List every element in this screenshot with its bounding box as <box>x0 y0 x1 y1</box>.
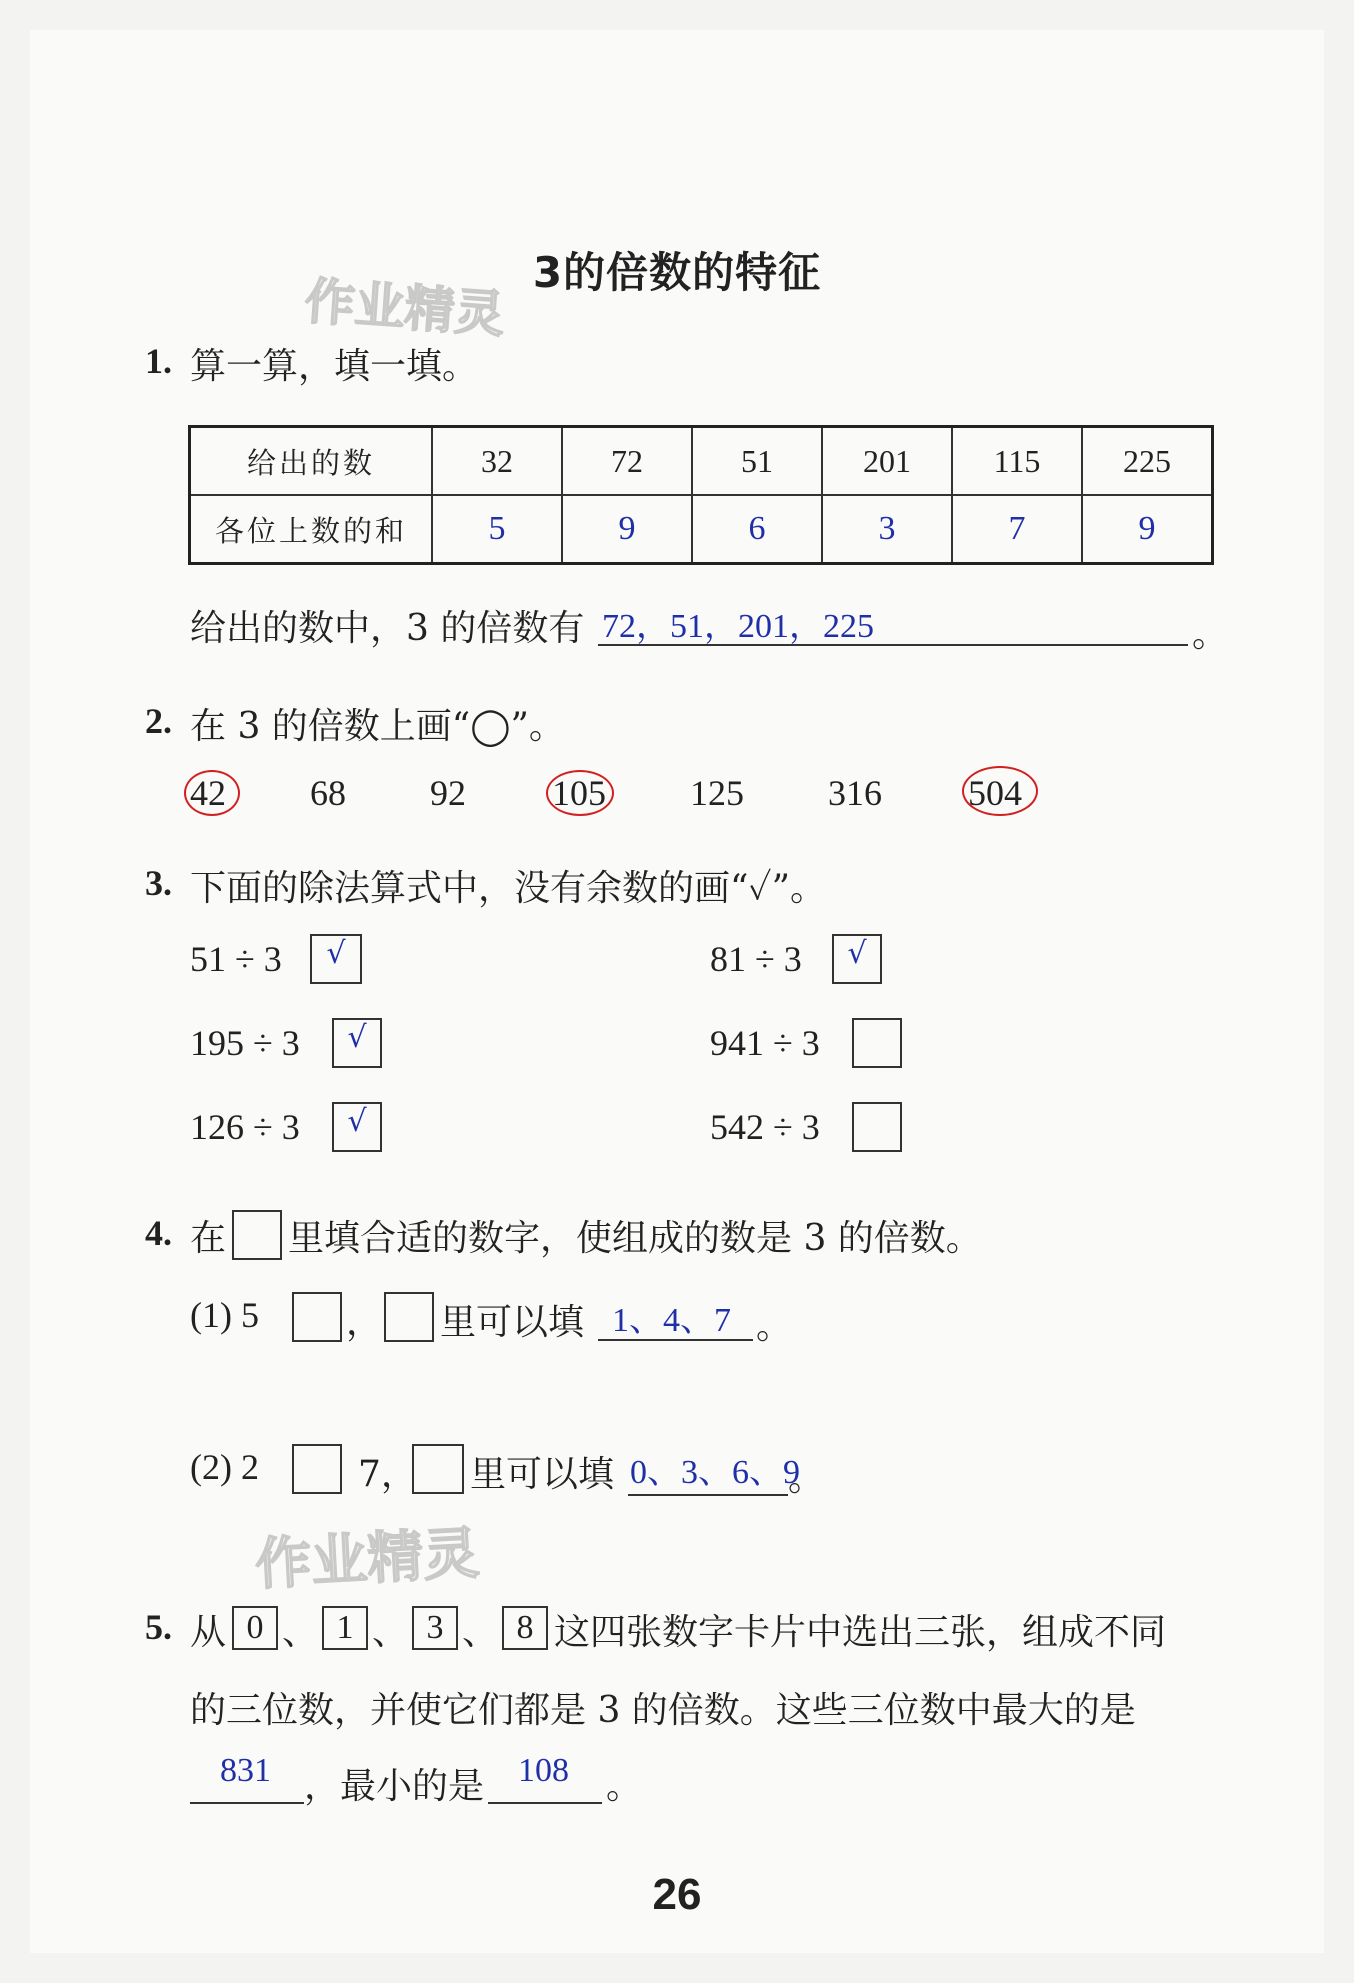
table-row <box>190 495 1213 564</box>
table-cell: 32 <box>432 427 562 496</box>
separator: 、 <box>372 1612 409 1653</box>
check-mark: √ <box>326 936 346 971</box>
division-expression: 51 ÷ 3 <box>190 939 282 979</box>
row-header-given-number: 给出的数 <box>190 427 433 496</box>
check-mark: √ <box>347 1020 367 1055</box>
check-box[interactable] <box>852 1102 902 1152</box>
q1-answer: 72，51，201，225 <box>602 608 874 645</box>
q4-number: 4. <box>145 1213 172 1253</box>
q5-end: 。 <box>606 1766 643 1807</box>
number-item: 68 <box>310 773 346 813</box>
q4-part2-answer: 0、3、6、9 <box>630 1454 800 1491</box>
division-expression: 81 ÷ 3 <box>710 939 802 979</box>
blank-box <box>384 1292 434 1342</box>
division-expression: 195 ÷ 3 <box>190 1023 300 1063</box>
digit-card: 3 <box>412 1606 458 1650</box>
blank-box <box>412 1444 464 1494</box>
table-row <box>190 427 1213 496</box>
q4-prompt-end: 里填合适的数字，使组成的数是 3 的倍数。 <box>288 1218 982 1259</box>
q3-number: 3. <box>145 863 172 903</box>
q1-statement: 给出的数中，3 的倍数有 <box>190 608 585 649</box>
q1-prompt: 算一算，填一填。 <box>190 346 479 387</box>
answer-cell: 9 <box>1082 495 1213 564</box>
blank-box <box>232 1210 282 1260</box>
q4-part2-end: 。 <box>788 1458 825 1499</box>
table-cell: 72 <box>562 427 692 496</box>
table-cell: 225 <box>1082 427 1213 496</box>
table-cell: 201 <box>822 427 952 496</box>
digit-box[interactable] <box>292 1444 342 1494</box>
answer-cell: 6 <box>692 495 822 564</box>
q1-end: 。 <box>1192 614 1229 655</box>
digit-card: 0 <box>232 1606 278 1650</box>
q4-part2-fill: 里可以填 <box>470 1454 615 1495</box>
red-circle-mark <box>962 766 1038 816</box>
division-expression: 941 ÷ 3 <box>710 1023 820 1063</box>
red-circle-mark <box>184 770 240 816</box>
q4-part2-label: (2) 2 <box>190 1447 259 1487</box>
q5-line1: 这四张数字卡片中选出三张，组成不同 <box>554 1612 1167 1653</box>
q4-part1-answer: 1、4、7 <box>612 1302 731 1339</box>
table-cell: 51 <box>692 427 822 496</box>
q4-part2-mid: 7， <box>358 1454 417 1495</box>
page-number: 26 <box>652 1870 702 1919</box>
row-header-digit-sum: 各位上数的和 <box>190 495 433 564</box>
q5-min-answer: 108 <box>518 1752 569 1789</box>
number-item: 504 <box>968 773 1022 813</box>
q5-line2: 的三位数，并使它们都是 3 的倍数。这些三位数中最大的是 <box>190 1690 1136 1731</box>
q4-part1-label: (1) 5 <box>190 1295 259 1335</box>
q5-mid: ，最小的是 <box>304 1766 485 1807</box>
q4-part1-comma: ， <box>346 1302 383 1343</box>
page-title: 3的倍数的特征 <box>532 248 822 297</box>
q4-prompt-start: 在 <box>190 1218 227 1259</box>
check-mark: √ <box>347 1104 367 1139</box>
number-item: 42 <box>190 773 226 813</box>
division-expression: 126 ÷ 3 <box>190 1107 300 1147</box>
q2-prompt: 在 3 的倍数上画“◯”。 <box>190 706 565 747</box>
digit-box[interactable] <box>292 1292 342 1342</box>
q5-number: 5. <box>145 1607 172 1647</box>
digit-card: 1 <box>322 1606 368 1650</box>
q2-number: 2. <box>145 701 172 741</box>
q4-part1-end: 。 <box>756 1306 793 1347</box>
answer-cell: 5 <box>432 495 562 564</box>
separator: 、 <box>282 1612 319 1653</box>
answer-cell: 9 <box>562 495 692 564</box>
check-box[interactable] <box>852 1018 902 1068</box>
q5-max-answer: 831 <box>220 1752 271 1789</box>
red-circle-mark <box>546 770 614 816</box>
check-mark: √ <box>847 936 867 971</box>
watermark: 作业精灵 <box>253 1521 481 1598</box>
separator: 、 <box>462 1612 499 1653</box>
number-item: 125 <box>690 773 744 813</box>
number-item: 316 <box>828 773 882 813</box>
digit-card: 8 <box>502 1606 548 1650</box>
number-item: 105 <box>552 773 606 813</box>
answer-cell: 7 <box>952 495 1082 564</box>
q1-number: 1. <box>145 341 172 381</box>
digit-sum-table <box>188 425 1214 565</box>
q4-part1-fill: 里可以填 <box>440 1302 585 1343</box>
q5-from: 从 <box>190 1612 227 1653</box>
answer-cell: 3 <box>822 495 952 564</box>
worksheet-page <box>30 30 1324 1953</box>
watermark: 作业精灵 <box>302 272 507 344</box>
division-expression: 542 ÷ 3 <box>710 1107 820 1147</box>
number-item: 92 <box>430 773 466 813</box>
q3-prompt: 下面的除法算式中，没有余数的画“✓”。 <box>190 868 827 909</box>
table-cell: 115 <box>952 427 1082 496</box>
